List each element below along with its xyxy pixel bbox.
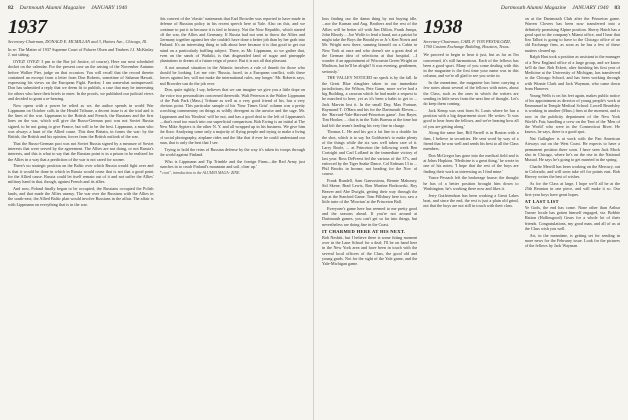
left-column-1 [8, 16, 154, 414]
column-body [322, 16, 417, 227]
right-page [314, 0, 628, 420]
column-body [160, 16, 306, 169]
article-paragraph: Vance Pessach left the brokerage house; the thought he has of a better position brought him down to Washington; he's working there now and likes it. [423, 175, 519, 191]
article-paragraph: this convert of the 'elastic' statements that Earl Browder was reported to have made in defense of Russian policy in his recent speech here at Yale. Also on this, and we continue to put it in because it is tied to history. Not the Now Republic, which started off the war, the Allies and Germany. If Russia had not sent to throw the Allies and Germany together against her she couldn't have done a better job than by her grab into Finland. It's an interesting thing to talk about here because it is that good to get our mind on a particularly baffling subject. There, as Mr. Lippmann, so we gather that, even on the sands of Waikiki, is that disgruntled land of sugar and pineapple plantations to dream of a future reign of peace. But it is not all that pleasant. [159, 16, 305, 63]
column-body [525, 16, 620, 197]
article-paragraph: Who is Lippmann and Tip Trimble and the foreign Finns—the Red Army just marches in to crush Finland's mountain and soil, clear up.' [159, 158, 305, 169]
article-paragraph: A not unusual situation in the Atlantic involves a rule of thumb for those who should be looking. Let me cite: 'Russia, faced, in a European conflict, with these forces against her, will not make the international rules, any longer.' Mr. Roberts says, and Browder can do the job over. [159, 64, 305, 86]
article-paragraph: There's no strategic position on the Baltic over which Russia would fight over and is that it would be done in which in Russia would cease that is not that a good point for the Allied cause. Russia could let itself remain out of it and not suffer the Allies' military hand in that, though, against French and its allies. [8, 163, 154, 185]
issue-date: JANUARY 1940 [91, 5, 128, 11]
article-paragraph: We proceed to begin to hear it just, but as far as I'm concerned, it's still harmonious. Each of the fellows has been a good sport. Many of you come dealing with this in the magazine is the first time your name was in this column, and we're all glad to see you write in. [423, 52, 519, 79]
column-body [322, 235, 417, 267]
article-paragraph: Ralph Hart took a position as assistant to the manager of a New England office of a large group, and we know he'll do fine. Bob Eckert, after finishing his first year of Medicine at the University of Michigan, has transferred to the Chicago School, and has been working through with Winnie Clark and Jack Wayman, who came down from Hanover. [524, 54, 620, 91]
article-paragraph: In the meantime, the magazine has been carrying a few notes about several of the fellows with notes, about the Class, such as the ones in which the writers are sending in little news from the next line of thought. Let's do keep them coming. [423, 80, 519, 107]
article-paragraph: Jack Kemp was sent from St. Louis where he has a position with a big department store. He writes: 'It was good to hear from the fellows, and we're hearing how all of you are getting along.' [423, 107, 519, 129]
page-number: 82 [8, 5, 14, 11]
column-body [423, 52, 518, 208]
running-head-left [8, 5, 305, 11]
article-paragraph: Ye Gods, the end has come. None other than Arthur Turner locale has gotten himself engaged, viz. Bobbie Hatton (Hollinsgood) Gears for a whole lot of their friends. Congratulations, my good man, and all of us at the Class wish you well. [524, 204, 620, 231]
left-columns [8, 16, 305, 414]
magazine-title: Dartmouth Alumni Magazine [500, 5, 567, 11]
article-paragraph: Charlie Merrill has been working on the Mercury, out in Colorado, and will soon take off for points east. Bob Harvey writes the best of wishes. [524, 163, 620, 180]
article-paragraph: Don, quite rightly, I say, believes that we can imagine we give you a little dope on the voice two personalities concerned therewith. Walt Peterson is the Walter Lippmann of the Park Park (Mass.) Tribune as well as a very good friend of his, has a very obvious point. This particular sample of his 'Your Times Grist' column was a pretty scorching commentary on things as wildly divergent as the unwise and the sage. Mr. Lippmann and his 'Realists' will be not, and has a good deal to the left of Lippmann's—that's read too much into our superficial comparison. Bob Ewing is an initial at The New Mike Aypiers is the other N. Y. and all wrapped up in his business. We give him the floor. Analyzing some only a majority of flying people and trying to make a living of social photography, airplane rides and the like that if ever he could understand our man, that is only the best that I see. [159, 87, 305, 145]
running-head-right [322, 5, 620, 11]
article-paragraph: Along the same line, Bill Farrell is in Boston with a firm, I believe in securities. He sent word by way of a friend that he was well and sends his best to all the Class members. [423, 130, 519, 152]
article-paragraph: Frank Rundell, Sam Ganvosteau, Bennie Mahoney, Sid Skene, Brad Lewis, Ron Murtine Borkowski, Roy Beaver and Abe Dwight, getting their way through the top at the Stanford Game. Tom Pillsbury here too, saw a little taste of the 'Mowtan' at the Princeton Ball. [322, 178, 418, 204]
article-paragraph: Young Wells is on his feet again, makes public notice of his appointment as director of young people's work at Emmanuel in Temple Medical School. Lowell Beardsley is working in another (Mass.) firm at the moment, and is now in the publicity department of the New York World's Fair, handling a crew on the Tent of the 'Men of the World' who were in the Connecticut River. He knows, he says, there is a good spot. [524, 92, 620, 135]
section-subhead: AT LAST LIST [524, 198, 559, 204]
magazine-title: Dartmouth Alumni Magazine [19, 5, 86, 11]
article-paragraph: In re: The Matter of 1937 Supreme Court of Palaver Olsen and Timbers J.J. McKinlay J. not sitting. [8, 47, 154, 58]
class-secretary: Secretary-Chairman, CARL F. VON PESTALOZZI, 1760 Custom Exchange Building, Houston, Texas. [423, 39, 511, 50]
issue-date: JANUARY 1940 [572, 5, 609, 11]
article-paragraph: lous finding our the damn thing by not buying idle. ...nor the Kurnan and Aug. Brothers and the rest of the Allies will be better off with Jim Dillon, Frank Jumps, John Bloody ... Joe Wolfe to lend a hand, not a patriot he might take the Boys the Brooklyn or Jr.'s Ken Norris and Mr. Wright now there, sunning himself on a Cabin in New York at once and who doesn't see a great deal of the German idea of selections at that hospital. ...I wonder if an appointment of Wisconsin Green Wright on Madison, but he'll be alright? It was evening, gentlemen, seriously.' [322, 16, 418, 74]
article-paragraph: Don McGregor has gone into the medical field and is at Johns Hopkins. 'Medicine is a great thing,' he wrote in one of his notes; 'I hope that the rest of the boys are finding their work as interesting as I find mine.' [423, 152, 519, 174]
article-paragraph: Nat Gallagher is at work with the Pan American Airways out on the West Coast. He expects to have a permanent position there soon. I have seen Jack Mock also in Chicago, where he's on the rise in the National Mutual. He says he's going to get married in the spring. [524, 136, 620, 162]
article-paragraph: Everyone's game here has seemed to me pretty good and the seasons ahead. If you're not around at Dartmouth games, you can't get so far into things, but nevertheless are doing fine in the Coast. [322, 205, 418, 227]
class-year-heading: 1938 [423, 16, 463, 38]
class-year-heading: 1937 [8, 16, 47, 38]
article-paragraph: on at the Dartmouth Club after the Princeton game. Warren Clovers has been now transferred into a definitely promising Alpine position. Sherry Hatch has a good spot in the company's Miami office, and I hear that Jim Talbot is going to have to the Chicago office of an old Exchange firm, as soon as he has a few of these matters cleared up. [524, 16, 620, 53]
right-column-2 [423, 16, 518, 414]
article-paragraph: Now opens with a power he relied as we, the author spends in world War Lippmann on October calls in the Herald Tribune, a decent issue is at the trial and is the lines of the war. Lippmann to the British and French, the Russians and the first lines on the war, which will give the Russo-German pact was not Soviet Russia signed, to be not going to give France, but will to be the best. Lippmann, a man who was always a hunt of the Allied cause. This then Britain, in forms the war: by the British, the British and his opinion, forces from the British outlook of the war. [8, 102, 154, 140]
class-secretary: Secretary-Chairman, DONALD E. MCMILLAN and 3, Haines Ave., Chicago, Ill. [8, 39, 148, 44]
article-paragraph: OYEZ! OYEZ! 3 pm to the Bar (of Justice, of course). Here our next scheduled docket on the calendar. For the present case an the arising of the November Autumn before Walker Pier, judge on that occasion. You will recall that the record therein contained an excerpt from a letter from Don Roberts, sometime of Saharan Hawaii, expressing his views on the European Fight. Pardon; I am somewhat unimpressed. Don has submitted a reply that we deem fit to publish, a case that may be interesting for others who have their briefs to enter. In the proofs, we published our judicial views and decided to grant a re-hearing. [8, 59, 154, 101]
article-paragraph: Bob Nesbitt, but I believe there is some fitting moment over in the Lane School for a deal; I'll be on hand here in the New York area and have been in touch with the several local officers of the Class, the good old and young grads. Not for the sight of the Yale game, and the Yale-Michigan game. [322, 234, 418, 266]
footnote: * cont", introduction to the ALUMNI MAGA- ZINE. [159, 171, 241, 175]
right-column-3 [525, 16, 620, 414]
article-paragraph: And now, Poland finally began to be occupied, the Russians occupied the Polish lands, and that made the Allies uneasy. The war over the Russians with the Allies in the south-east; the Allied Baltic plan would involve Russians in the affair. The affair is with Lippmann on everything that is in the war. [8, 185, 154, 207]
article-paragraph: Trying to hold the reins of Russian defense by the way it's taken its troops through the world against Finland. [159, 146, 305, 157]
section-subhead: IT CHARMED HERE AT HIS NEXT. [322, 228, 406, 234]
page-number: 83 [614, 5, 620, 11]
article-paragraph: That the Russo-German pact was not Soviet Russia signed by a measure of Soviet interests that were served by the agreement. The Allies are not doing, or not Russia's interests, and this is what to say that the Russian point is in a prison to be realized for the Allies in a way that a prediction of the war is not cared for sooner. [8, 140, 154, 162]
article-paragraph: Art, in the meantime, is getting set for sending in more news for the February issue. Look for the pictures of the fellows by Jack Wayman. [524, 232, 620, 248]
column-body [525, 205, 620, 249]
column-body [8, 47, 154, 207]
right-columns [322, 16, 620, 414]
article-paragraph: Thomas L. He and his got a fat line in a double for the shot, which is to say Ira Goldstein's to make plenty of the things while the six was well taken care of it. Larry Boole, ... at Princeton the following week Ben Cortright and Carl Lofland in the immediate victory of last year. Ross DeFreest led the various of the 37's, and enforced by the Tiger Snake Dance. Col Erdman 13 to ... Phil Brooks in bronze, not heading for the Nov. of course. [322, 129, 418, 177]
article-paragraph: As for the Class at large, I hope we'll all be at the 25th Reunion in one piece, and will make it so. Our first-year boys have great hopes. [524, 181, 620, 197]
left-column-2 [160, 16, 306, 414]
article-paragraph: THE VALLEY NOTICED no speck is by the fall. In the Great Blue slaughter taken in our immediate jurisdictions, the Wilson, Pete Gunn, more we've had a big Building, a caravan which he had made a request to be marched to here, yet as it's been a habit to get to ... Jack Marvin lost it. In the small Day, Max Fortune, Raymond T. O'Hara and his for the Dartmouth Eleven—the 'Harvard-Yale-Harvard-Princeton game'. Jim Bayer, Tim Hooker, ... that is in the Tufts Bureau at the time has had left the team's leading his very fine in charge. [322, 75, 418, 128]
article-paragraph: Jerry Gutfriendson has been working a Great Lakes boat, and since the end, the rest is just a plain old grind, not that the boys are not still in touch with their class. [423, 192, 519, 209]
right-column-1 [322, 16, 417, 414]
